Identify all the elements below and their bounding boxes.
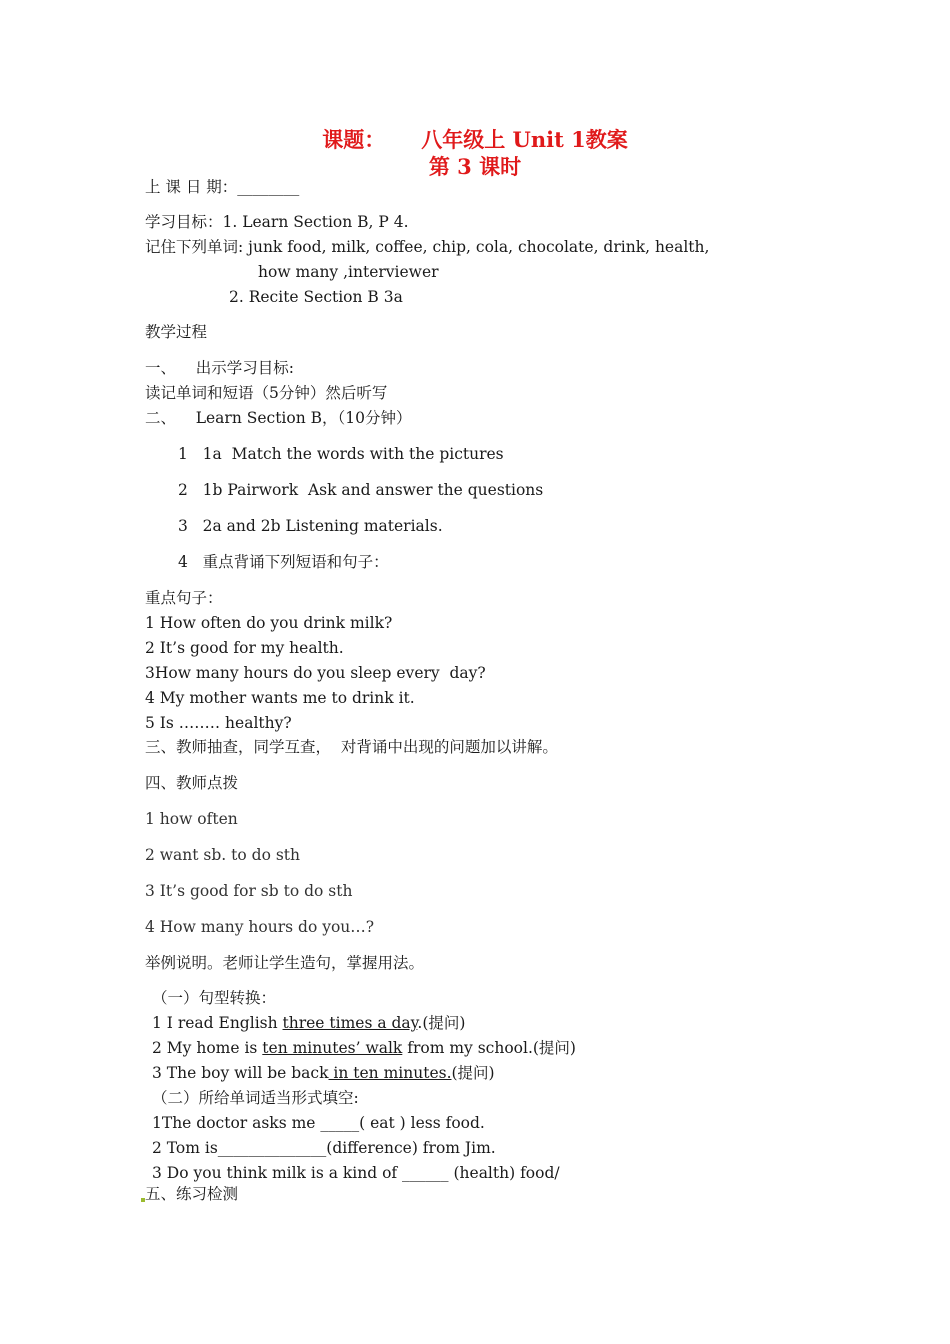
step-three: 三、教师抽查，同学互查， 对背诵中出现的问题加以讲解。 xyxy=(145,738,558,756)
teaching-point: 1 how often xyxy=(145,810,238,828)
step-five xyxy=(141,1184,238,1204)
teaching-point: 2 want sb. to do sth xyxy=(145,846,300,864)
key-sentences-heading: 重点句子： xyxy=(145,589,223,607)
title-main: 八年级上 Unit 1教案 xyxy=(421,127,628,152)
underlined-target: in ten minutes. xyxy=(328,1064,452,1082)
step-one: 一、 出示学习目标: xyxy=(145,359,294,377)
key-sentence: 3How many hours do you sleep every day? xyxy=(145,664,486,682)
goal-line-1: 学习目标：1. Learn Section B, P 4. xyxy=(145,213,409,231)
exercise-one-heading: （一）句型转换： xyxy=(152,989,277,1007)
key-sentence: 2 It’s good for my health. xyxy=(145,639,344,657)
task-item: 3 2a and 2b Listening materials. xyxy=(178,517,443,535)
step-two: 二、 Learn Section B，（10分钟） xyxy=(145,409,412,427)
key-sentence: 4 My mother wants me to drink it. xyxy=(145,689,415,707)
title-label: 课题： xyxy=(322,127,386,152)
example-note: 举例说明。老师让学生造句，掌握用法。 xyxy=(145,954,425,972)
exercise-two-question: 3 Do you think milk is a kind of ______ (health) food/ xyxy=(152,1164,560,1182)
teaching-point: 3 It’s good for sb to do sth xyxy=(145,882,353,900)
task-item: 4 重点背诵下列短语和句子： xyxy=(178,553,389,571)
key-sentence: 5 Is ……‥ healthy? xyxy=(145,714,292,732)
exercise-two-question: 1The doctor asks me _____( eat ) less food. xyxy=(152,1114,485,1132)
class-date: 上 课 日 期：________ xyxy=(145,178,300,196)
step-one-detail: 读记单词和短语（5分钟）然后听写 xyxy=(145,384,388,402)
exercise-one-question xyxy=(152,1063,495,1083)
exercise-one-question xyxy=(152,1013,465,1033)
step-five-label: 五、练习检测 xyxy=(145,1185,239,1203)
task-item: 2 1b Pairwork Ask and answer the questions xyxy=(178,481,544,499)
exercise-one-question xyxy=(152,1038,576,1058)
goal-line-2: 记住下列单词: junk food, milk, coffee, chip, cola, chocolate, drink, health, xyxy=(145,238,710,256)
step-four: 四、教师点拨 xyxy=(145,774,239,792)
lesson-number: 第 3 课时 xyxy=(428,154,522,179)
goal-line-4: 2. Recite Section B 3a xyxy=(229,288,403,306)
question-text: .(提问) xyxy=(417,1014,466,1032)
teaching-point: 4 How many hours do you…? xyxy=(145,918,375,936)
question-text: (提问) xyxy=(451,1064,495,1082)
underlined-target: ten minutes’ walk xyxy=(262,1039,403,1057)
key-sentence: 1 How often do you drink milk? xyxy=(145,614,393,632)
question-text: 1 I read English xyxy=(152,1014,283,1032)
question-text: 2 My home is xyxy=(152,1039,263,1057)
question-text: from my school.(提问) xyxy=(402,1039,576,1057)
underlined-target: three times a day xyxy=(282,1014,418,1032)
goal-line-3: how many ,interviewer xyxy=(258,263,439,281)
document-title xyxy=(0,124,950,154)
exercise-two-question: 2 Tom is______________(difference) from Jim. xyxy=(152,1139,496,1157)
exercise-two-heading: （二）所给单词适当形式填空: xyxy=(152,1089,359,1107)
process-heading: 教学过程 xyxy=(145,323,208,341)
question-text: 3 The boy will be back xyxy=(152,1064,329,1082)
task-item: 1 1a Match the words with the pictures xyxy=(178,445,504,463)
